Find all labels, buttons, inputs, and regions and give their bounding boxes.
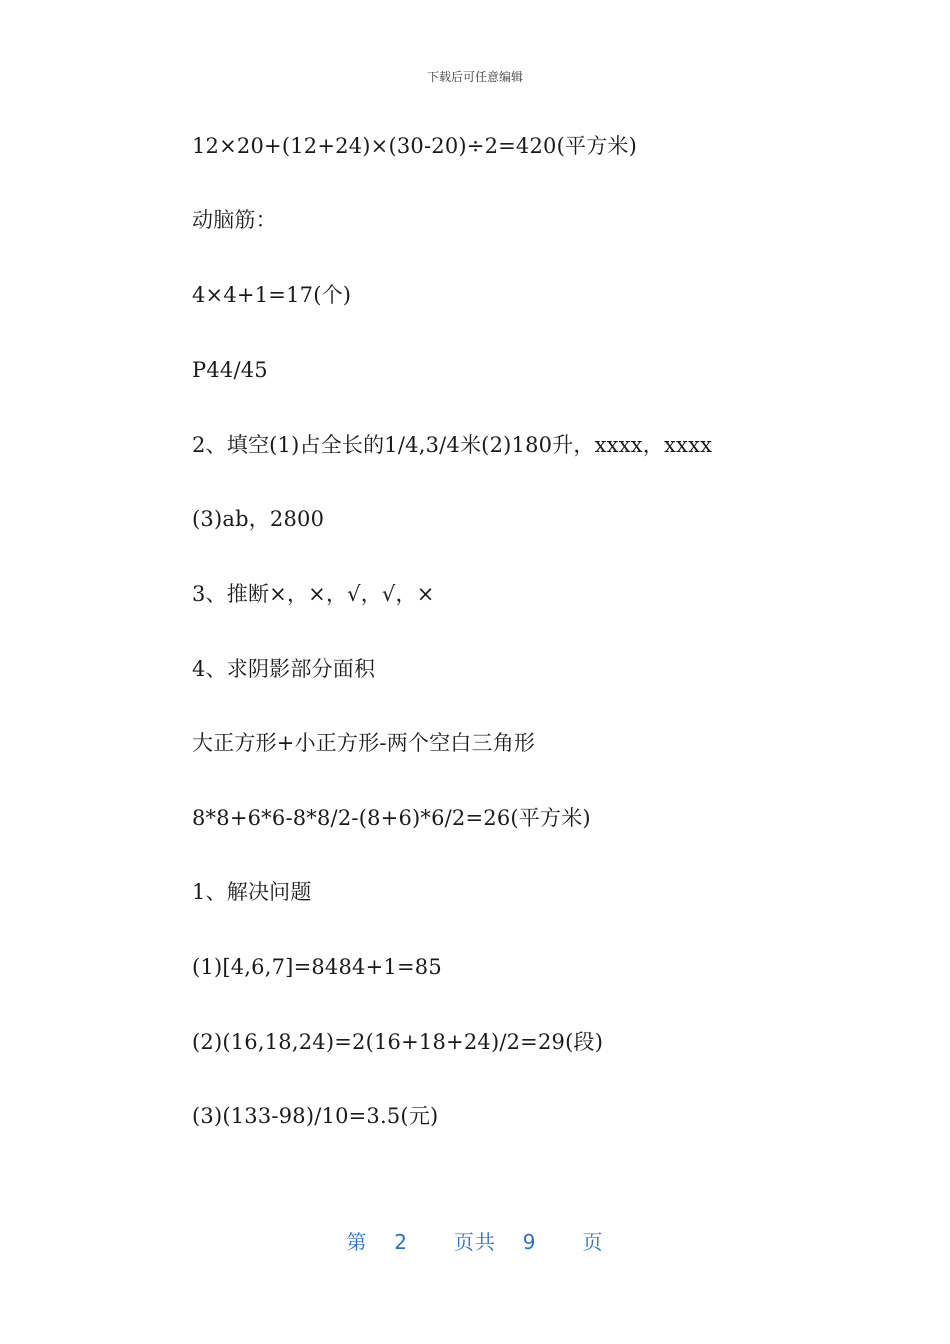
- text-line: 2、填空(1)占全长的1/4,3/4米(2)180升，xxxx，xxxx: [192, 433, 713, 457]
- text-line: (3)(133-98)/10=3.5(元): [192, 1104, 439, 1128]
- footer-suffix: 页: [582, 1230, 604, 1254]
- text-line: 大正方形+小正方形-两个空白三角形: [192, 731, 536, 755]
- page-header: 下载后可任意编辑: [426, 70, 523, 84]
- total-page-number: 9: [522, 1230, 537, 1254]
- text-line: (3)ab，2800: [192, 507, 325, 531]
- current-page-number: 2: [394, 1230, 408, 1254]
- text-line: 8*8+6*6-8*8/2-(8+6)*6/2=26(平方米): [192, 806, 591, 830]
- text-line: 12×20+(12+24)×(30-20)÷2=420(平方米): [192, 134, 638, 158]
- text-line: 3、推断×，×，√，√，×: [192, 582, 435, 606]
- text-line: 动脑筋：: [192, 208, 277, 232]
- footer-middle: 页共: [454, 1230, 496, 1254]
- footer-prefix: 第: [346, 1230, 368, 1254]
- text-line: 4×4+1=17(个): [192, 283, 352, 307]
- text-line: 4、求阴影部分面积: [192, 657, 376, 681]
- text-line: P44/45: [192, 358, 268, 382]
- page-footer: [0, 1226, 950, 1255]
- text-line: (1)[4,6,7]=8484+1=85: [192, 955, 442, 979]
- text-line: 1、解决问题: [192, 880, 312, 904]
- text-line: (2)(16,18,24)=2(16+18+24)/2=29(段): [192, 1030, 604, 1054]
